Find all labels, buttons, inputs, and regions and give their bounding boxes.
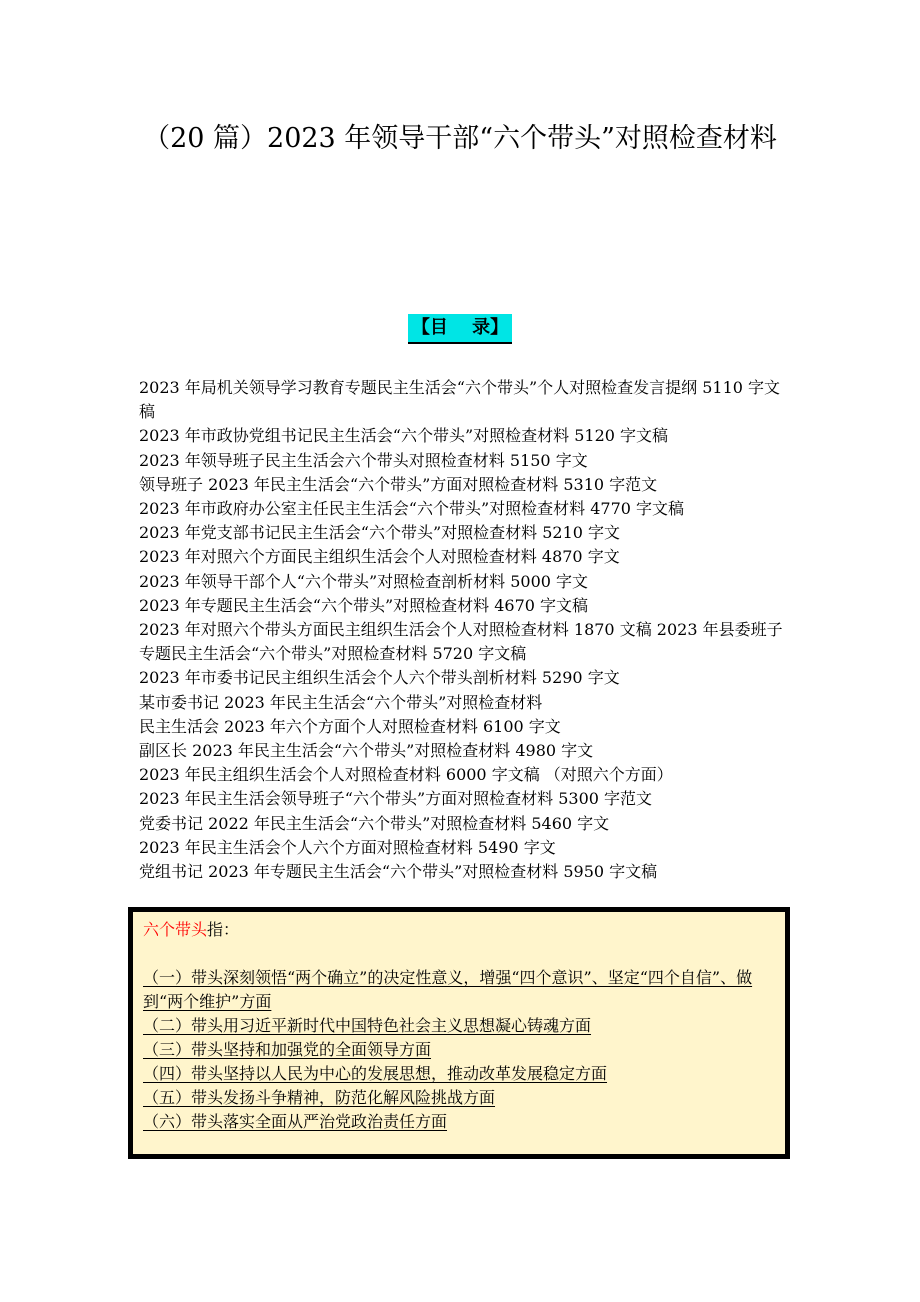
toc-item[interactable]: 2023 年市政府办公室主任民主生活会“六个带头”对照检查材料 4770 字文稿 [139, 499, 685, 519]
toc-item[interactable]: 2023 年市委书记民主组织生活会个人六个带头剖析材料 5290 字文 [139, 668, 620, 688]
toc-list [139, 376, 784, 884]
toc-heading-container [0, 314, 920, 344]
toc-item[interactable]: 某市委书记 2023 年民主生活会“六个带头”对照检查材料 [139, 692, 543, 712]
toc-item[interactable]: 2023 年专题民主生活会“六个带头”对照检查材料 4670 字文稿 [139, 595, 589, 615]
toc-item[interactable]: 领导班子 2023 年民主生活会“六个带头”方面对照检查材料 5310 字范文 [139, 474, 658, 494]
toc-item[interactable]: 副区长 2023 年民主生活会“六个带头”对照检查材料 4980 字文 [139, 741, 594, 761]
definition-content [143, 918, 777, 1134]
toc-heading: 【目 录】 [408, 314, 512, 344]
definition-item[interactable]: （二）带头用习近平新时代中国特色社会主义思想凝心铸魂方面 [143, 1016, 592, 1035]
definition-item[interactable]: （四）带头坚持以人民为中心的发展思想，推动改革发展稳定方面 [143, 1064, 608, 1083]
toc-item[interactable]: 党组书记 2023 年专题民主生活会“六个带头”对照检查材料 5950 字文稿 [139, 862, 658, 882]
definition-box [128, 907, 790, 1159]
document-title: （20 篇）2023 年领导干部“六个带头”对照检查材料 [143, 123, 777, 154]
definition-term: 六个带头 [143, 920, 208, 939]
toc-item[interactable]: 2023 年民主生活会领导班子“六个带头”方面对照检查材料 5300 字范文 [139, 789, 653, 809]
toc-item[interactable]: 民主生活会 2023 年六个方面个人对照检查材料 6100 字文 [139, 716, 561, 736]
definition-suffix: 指： [207, 920, 240, 939]
toc-item[interactable]: 2023 年党支部书记民主生活会“六个带头”对照检查材料 5210 字文 [139, 523, 621, 543]
definition-item[interactable]: （六）带头落实全面从严治党政治责任方面 [143, 1112, 448, 1131]
toc-item[interactable]: 2023 年市政协党组书记民主生活会“六个带头”对照检查材料 5120 字文稿 [139, 426, 669, 446]
toc-item[interactable]: 2023 年对照六个方面民主组织生活会个人对照检查材料 4870 字文 [139, 547, 620, 567]
definition-item[interactable]: （三）带头坚持和加强党的全面领导方面 [143, 1040, 432, 1059]
toc-item[interactable]: 2023 年领导班子民主生活会六个带头对照检查材料 5150 字文 [139, 450, 588, 470]
toc-item[interactable]: 2023 年局机关领导学习教育专题民主生活会“六个带头”个人对照检查发言提纲 5110 字文稿 [139, 378, 781, 422]
definition-heading [143, 918, 777, 942]
toc-item[interactable]: 2023 年民主生活会个人六个方面对照检查材料 5490 字文 [139, 837, 556, 857]
toc-item[interactable]: 2023 年对照六个带头方面民主组织生活会个人对照检查材料 1870 文稿 2023 年县委班子专题民主生活会“六个带头”对照检查材料 5720 字文稿 [139, 620, 783, 664]
toc-item[interactable]: 2023 年领导干部个人“六个带头”对照检查剖析材料 5000 字文 [139, 571, 589, 591]
toc-item[interactable]: 党委书记 2022 年民主生活会“六个带头”对照检查材料 5460 字文 [139, 813, 610, 833]
definition-item[interactable]: （一）带头深刻领悟“两个确立”的决定性意义，增强“四个意识”、坚定“四个自信”、做到“两个维护”方面 [143, 968, 753, 1011]
toc-item[interactable]: 2023 年民主组织生活会个人对照检查材料 6000 字文稿 （对照六个方面） [139, 765, 673, 785]
definition-item[interactable]: （五）带头发扬斗争精神，防范化解风险挑战方面 [143, 1088, 496, 1107]
